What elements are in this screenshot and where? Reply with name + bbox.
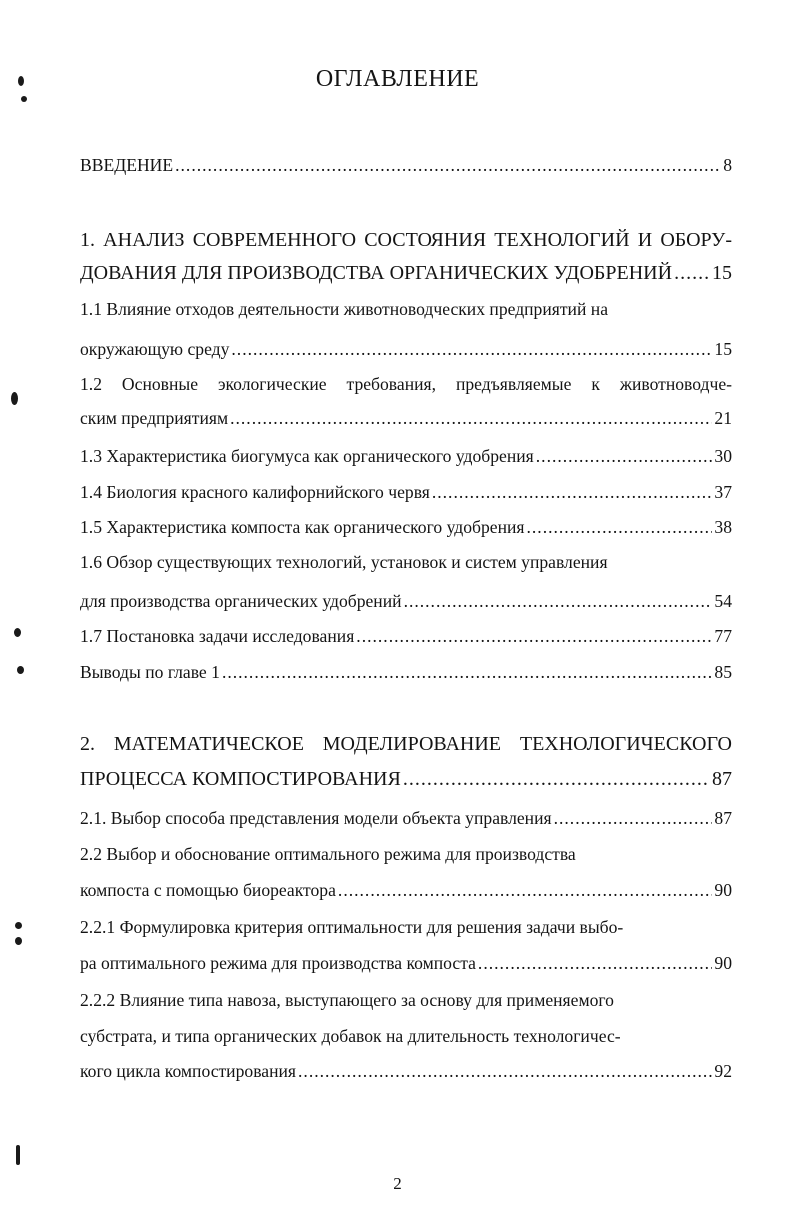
toc-entry-label: ПРОЦЕССА КОМПОСТИРОВАНИЯ xyxy=(80,768,401,790)
scan-artifact xyxy=(21,96,27,102)
scan-artifact xyxy=(18,76,24,86)
scan-artifact xyxy=(11,392,18,405)
toc-entry-2-2-2-line-1[interactable]: 2.2.2 Влияние типа навоза, выступающего за основу для применяемого xyxy=(80,990,614,1010)
dot-leader xyxy=(231,338,712,360)
toc-page-number: 77 xyxy=(714,626,732,646)
toc-entry-1-7[interactable] xyxy=(80,625,732,647)
toc-page-number: 85 xyxy=(714,662,732,682)
toc-entry-1-6-line-1[interactable]: 1.6 Обзор существующих технологий, установок и систем управления xyxy=(80,552,608,572)
toc-entry-label: 1.3 Характеристика биогумуса как органического удобрения xyxy=(80,446,534,466)
toc-entry-label: для производства органических удобрений xyxy=(80,591,402,611)
toc-page-number: 87 xyxy=(712,768,732,790)
scan-artifact xyxy=(16,1145,20,1165)
scan-artifact xyxy=(15,937,22,945)
toc-page-number: 15 xyxy=(714,339,732,359)
toc-entry-2-2-line-2[interactable] xyxy=(80,879,732,901)
toc-entry-label: окружающую среду xyxy=(80,339,230,359)
dot-leader xyxy=(554,807,713,829)
page-number: 2 xyxy=(393,1174,402,1193)
toc-page-number: 87 xyxy=(714,808,732,828)
dot-leader xyxy=(478,952,712,974)
toc-page-number: 15 xyxy=(712,262,732,284)
page-title: ОГЛАВЛЕНИЕ xyxy=(315,66,480,92)
scan-artifact xyxy=(14,628,21,637)
dot-leader xyxy=(404,590,713,612)
toc-entry-2-2-1-line-1[interactable]: 2.2.1 Формулировка критерия оптимальности для решения задачи выбо- xyxy=(80,917,624,937)
toc-entry-1-3[interactable] xyxy=(80,445,732,467)
toc-entry-label: 1.7 Постановка задачи исследования xyxy=(80,626,355,646)
dot-leader xyxy=(338,879,712,901)
chapter-1-heading-line-1[interactable]: 1. АНАЛИЗ СОВРЕМЕННОГО СОСТОЯНИЯ ТЕХНОЛОГИЙ И ОБОРУ- xyxy=(80,229,732,251)
dot-leader xyxy=(230,407,712,429)
toc-entry-conclusions-1[interactable] xyxy=(80,661,732,683)
toc-entry-2-2-2-line-3[interactable] xyxy=(80,1060,732,1082)
toc-entry-1-1-line-1[interactable]: 1.1 Влияние отходов деятельности животноводческих предприятий на xyxy=(80,299,609,319)
dot-leader xyxy=(527,516,713,538)
toc-entry-label: 1.5 Характеристика компоста как органического удобрения xyxy=(80,517,525,537)
chapter-1-heading-line-2[interactable] xyxy=(80,262,732,284)
scan-artifact xyxy=(17,666,24,674)
toc-entry-label: кого цикла компостирования xyxy=(80,1061,297,1081)
dot-leader xyxy=(222,661,712,683)
toc-entry-intro[interactable] xyxy=(80,154,732,176)
toc-entry-1-6-line-2[interactable] xyxy=(80,590,732,612)
toc-entry-label: ВВЕДЕНИЕ xyxy=(80,155,174,175)
toc-page-number: 92 xyxy=(714,1061,732,1081)
toc-entry-label: 2.1. Выбор способа представления модели объекта управления xyxy=(80,808,552,828)
toc-entry-2-2-line-1[interactable]: 2.2 Выбор и обоснование оптимального режима для производства xyxy=(80,844,576,864)
toc-page-number: 54 xyxy=(714,591,732,611)
toc-entry-label: ра оптимального режима для производства компоста xyxy=(80,953,476,973)
toc-page-number: 90 xyxy=(714,880,732,900)
toc-page-number: 90 xyxy=(714,953,732,973)
toc-entry-1-5[interactable] xyxy=(80,516,732,538)
toc-entry-1-1-line-2[interactable] xyxy=(80,338,732,360)
toc-entry-1-4[interactable] xyxy=(80,481,732,503)
chapter-2-heading-line-2[interactable] xyxy=(80,768,732,790)
toc-entry-label: Выводы по главе 1 xyxy=(80,662,220,682)
dot-leader xyxy=(674,262,710,284)
toc-page-number: 21 xyxy=(714,408,732,428)
toc-entry-label: ДОВАНИЯ ДЛЯ ПРОИЗВОДСТВА ОРГАНИЧЕСКИХ УДОБРЕНИЙ xyxy=(80,262,673,284)
dot-leader xyxy=(356,625,712,647)
toc-entry-2-2-1-line-2[interactable] xyxy=(80,952,732,974)
dot-leader xyxy=(175,154,721,176)
dot-leader xyxy=(536,445,713,467)
toc-entry-2-2-2-line-2[interactable]: субстрата, и типа органических добавок на длительность технологичес- xyxy=(80,1026,621,1046)
dot-leader xyxy=(298,1060,712,1082)
toc-page-number: 38 xyxy=(714,517,732,537)
scan-artifact xyxy=(15,922,22,929)
toc-entry-label: ским предприятиям xyxy=(80,408,229,428)
toc-entry-1-2-line-2[interactable] xyxy=(80,407,732,429)
toc-entry-label: 1.4 Биология красного калифорнийского червя xyxy=(80,482,430,502)
chapter-2-heading-line-1[interactable]: 2. МАТЕМАТИЧЕСКОЕ МОДЕЛИРОВАНИЕ ТЕХНОЛОГИЧЕСКОГО xyxy=(80,733,732,755)
dot-leader xyxy=(432,481,713,503)
toc-page-number: 37 xyxy=(714,482,732,502)
toc-page-number: 30 xyxy=(714,446,732,466)
toc-entry-label: компоста с помощью биореактора xyxy=(80,880,336,900)
toc-entry-1-2-line-1[interactable]: 1.2 Основные экологические требования, предъявляемые к животноводче- xyxy=(80,374,732,394)
toc-entry-2-1[interactable] xyxy=(80,807,732,829)
dot-leader xyxy=(403,768,710,790)
toc-page-number: 8 xyxy=(723,155,732,175)
